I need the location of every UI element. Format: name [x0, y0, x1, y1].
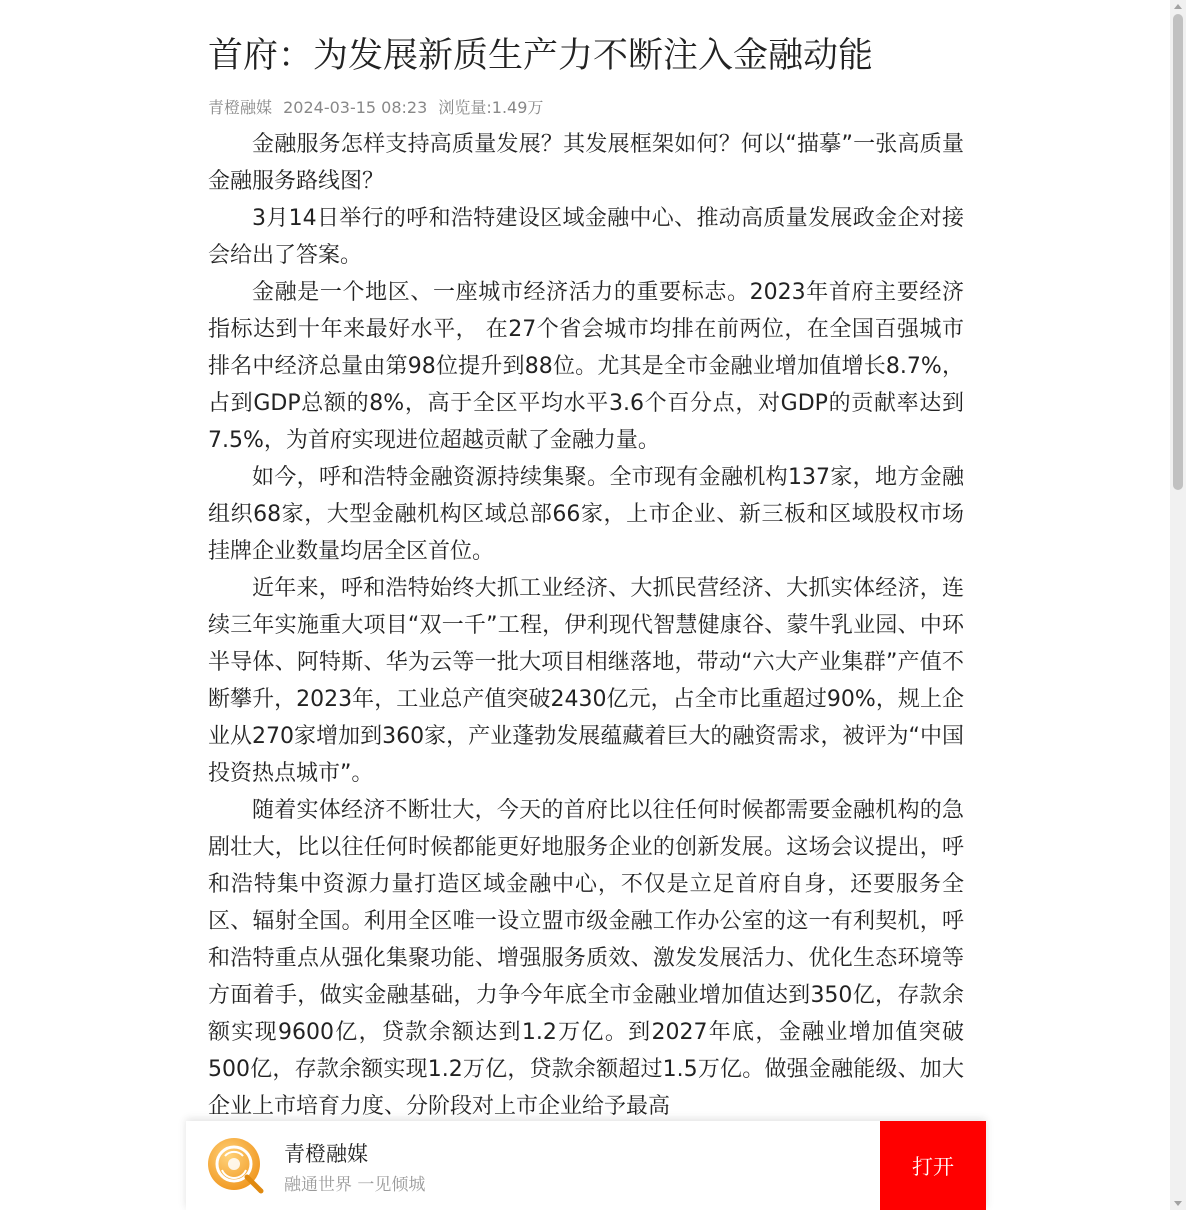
app-name: 青橙融媒: [284, 1142, 368, 1166]
article-content: [208, 126, 964, 1125]
article-paragraph: 如今，呼和浩特金融资源持续集聚。全市现有金融机构137家，地方金融组织68家，大型金融机构区域总部66家，上市企业、新三板和区域股权市场挂牌企业数量均居全区首位。: [208, 465, 964, 564]
scroll-down-arrow-icon[interactable]: [1174, 1201, 1182, 1206]
article-paragraph: 随着实体经济不断壮大，今天的首府比以往任何时候都需要金融机构的急剧壮大，比以往任何时候都能更好地服务企业的创新发展。这场会议提出，呼和浩特集中资源力量打造区域金融中心，不仅是立足首府自身，还要服务全区、辐射全国。利用全区唯一设立盟市级金融工作办公室的这一有利契机，呼和浩特重点从强化集聚功能、增强服务质效、激发发展活力、优化生态环境等方面着手，做实金融基础，力争今年底全市金融业增加值达到350亿，存款余额实现9600亿，贷款余额达到1.2万亿。到2027年底，金融业增加值突破500亿，存款余额实现1.2万亿，贷款余额超过1.5万亿。做强金融能级、加大企业上市培育力度、分阶段对上市企业给予最高: [208, 798, 964, 1119]
article-paragraph: 金融服务怎样支持高质量发展？其发展框架如何？何以“描摹”一张高质量金融服务路线图？: [208, 132, 964, 194]
article: [208, 28, 964, 1125]
scrollbar-thumb[interactable]: [1173, 14, 1183, 490]
open-app-button[interactable]: 打开: [880, 1121, 986, 1210]
scroll-up-arrow-icon[interactable]: [1174, 4, 1182, 9]
article-date: 2024-03-15 08:23: [283, 98, 428, 117]
vertical-scrollbar[interactable]: [1170, 0, 1186, 1210]
app-download-banner: [186, 1121, 986, 1210]
article-source: 青橙融媒: [208, 98, 273, 117]
magnifier-logo-icon: [206, 1136, 266, 1196]
article-meta: [208, 96, 964, 120]
article-paragraph: 近年来，呼和浩特始终大抓工业经济、大抓民营经济、大抓实体经济，连续三年实施重大项目“双一千”工程，伊利现代智慧健康谷、蒙牛乳业园、中环半导体、阿特斯、华为云等一批大项目相继落地，带动“六大产业集群”产值不断攀升，2023年，工业总产值突破2430亿元，占全市比重超过90%，规上企业从270家增加到360家，产业蓬勃发展蕴藏着巨大的融资需求，被评为“中国投资热点城市”。: [208, 576, 964, 786]
article-paragraph: 3月14日举行的呼和浩特建设区域金融中心、推动高质量发展政金企对接会给出了答案。: [208, 206, 964, 268]
article-title: 首府：为发展新质生产力不断注入金融动能: [208, 36, 874, 76]
app-slogan: 融通世界 一见倾城: [284, 1175, 426, 1195]
article-views: 浏览量:1.49万: [438, 98, 544, 117]
article-paragraph: 金融是一个地区、一座城市经济活力的重要标志。2023年首府主要经济指标达到十年来最好水平， 在27个省会城市均排在前两位，在全国百强城市排名中经济总量由第98位提升到88位。尤其是全市金融业增加值增长8.7%，占到GDP总额的8%，高于全区平均水平3.6个百分点，对GDP的贡献率达到7.5%，为首府实现进位超越贡献了金融力量。: [208, 280, 964, 453]
app-logo: [206, 1136, 266, 1196]
